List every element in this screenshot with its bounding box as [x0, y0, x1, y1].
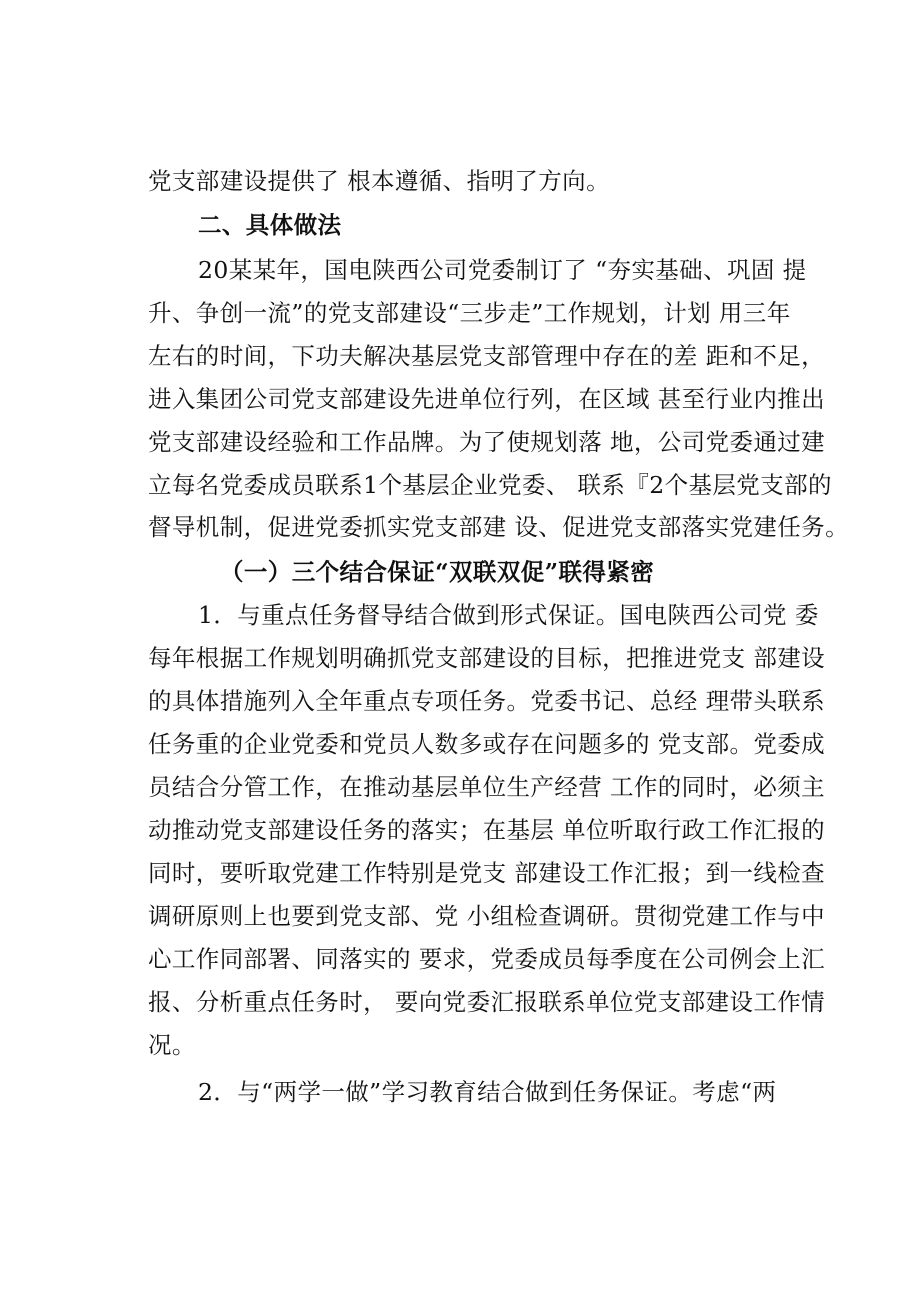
paragraph-line: 员结合分管工作，在推动基层单位生产经营 工作的同时，必须主 [148, 773, 826, 801]
paragraph-line: 动推动党支部建设任务的落实；在基层 单位听取行政工作汇报的 [148, 816, 826, 844]
paragraph-line: 2．与“两学一做”学习教育结合做到任务保证。考虑“两 [198, 1078, 777, 1106]
paragraph-line: 1．与重点任务督导结合做到形式保证。国电陕西公司党 委 [198, 601, 819, 629]
paragraph-line: 调研原则上也要到党支部、党 小组检查调研。贯彻党建工作与中 [148, 902, 826, 930]
paragraph-line: 心工作同部署、同落实的 要求，党委成员每季度在公司例会上汇 [148, 945, 826, 973]
paragraph-line: 进入集团公司党支部建设先进单位行列，在区域 甚至行业内推出 [148, 385, 826, 413]
paragraph-line: 党支部建设经验和工作品牌。为了使规划落 地，公司党委通过建 [148, 428, 826, 456]
paragraph-line: 党支部建设提供了 根本遵循、指明了方向。 [148, 167, 610, 195]
paragraph-line: 况。 [148, 1031, 196, 1059]
section-heading: 二、具体做法 [198, 211, 342, 239]
paragraph-line: 立每名党委成员联系1个基层企业党委、 联系『2个基层党支部的 [148, 471, 832, 499]
paragraph-line: 升、争创一流”的党支部建设“三步走”工作规划，计划 用三年 [148, 299, 791, 327]
paragraph-line: 督导机制，促进党委抓实党支部建 设、促进党支部落实党建任务。 [148, 513, 849, 541]
paragraph-line: 的具体措施列入全年重点专项任务。党委书记、总经 理带头联系 [148, 687, 826, 715]
paragraph-line: 任务重的企业党委和党员人数多或存在问题多的 党支部。党委成 [148, 730, 826, 758]
paragraph-line: 每年根据工作规划明确抓党支部建设的目标，把推进党支 部建设 [148, 644, 826, 672]
subsection-heading: （一）三个结合保证“双联双促”联得紧密 [220, 558, 655, 586]
paragraph-line: 报、分析重点任务时， 要向党委汇报联系单位党支部建设工作情 [148, 988, 826, 1016]
paragraph-line: 20某某年，国电陕西公司党委制订了 “夯实基础、巩固 提 [198, 256, 807, 284]
paragraph-line: 左右的时间，下功夫解决基层党支部管理中存在的差 距和不足， [148, 342, 826, 370]
paragraph-line: 同时，要听取党建工作特别是党支 部建设工作汇报；到一线检查 [148, 859, 826, 887]
